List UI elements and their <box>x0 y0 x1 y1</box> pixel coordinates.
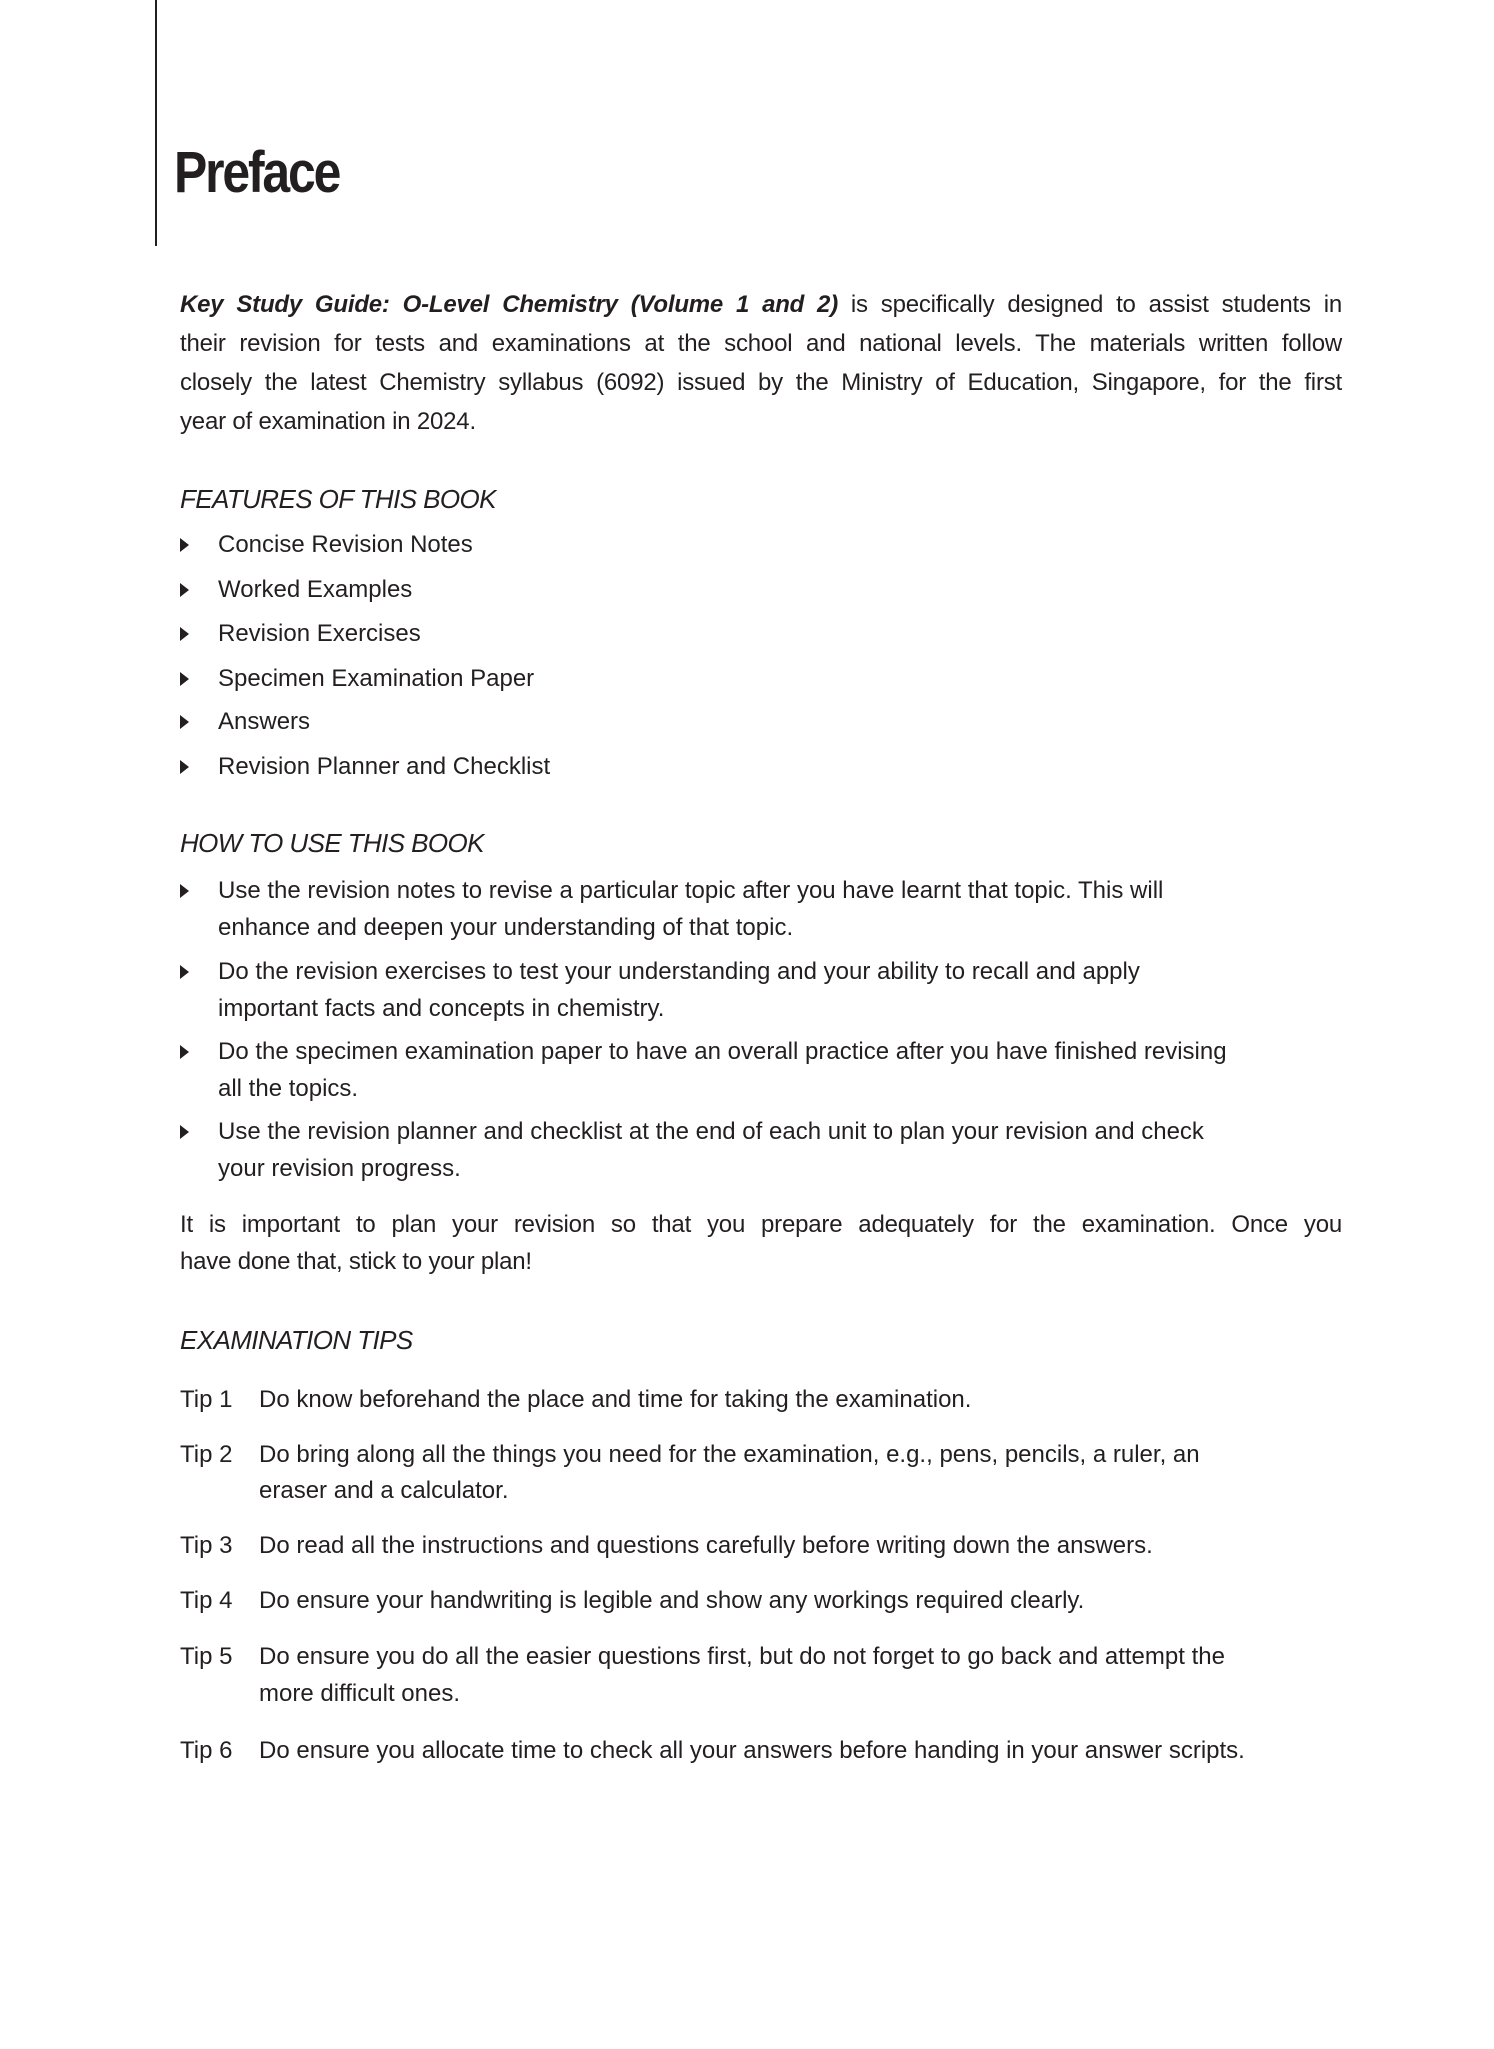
how-to-item-line: Do the specimen examination paper to have an overall practice after you have finished revising <box>218 1038 1227 1065</box>
how-to-use-heading: HOW TO USE THIS BOOK <box>180 828 484 858</box>
tip-text: Do ensure you do all the easier questions first, but do not forget to go back and attempt the <box>259 1643 1225 1670</box>
feature-item-label: Specimen Examination Paper <box>218 665 535 692</box>
margin-rule <box>155 0 157 246</box>
triangle-right-icon <box>180 672 189 686</box>
feature-item-label: Worked Examples <box>218 576 413 603</box>
page-title: Preface <box>174 140 340 205</box>
exam-tips-heading: EXAMINATION TIPS <box>180 1325 413 1355</box>
how-to-item-line: Use the revision notes to revise a particular topic after you have learnt that topic. This will <box>218 877 1164 904</box>
triangle-right-icon <box>180 538 189 552</box>
how-to-item-line: enhance and deepen your understanding of that topic. <box>218 914 794 941</box>
how-to-item-line: your revision progress. <box>218 1155 461 1182</box>
feature-item-label: Revision Planner and Checklist <box>218 753 551 780</box>
intro-line-1-text: is specifically designed to assist students in <box>838 291 1342 318</box>
intro-line-3: closely the latest Chemistry syllabus (6092) issued by the Ministry of Education, Singapore, for the first <box>180 369 1342 396</box>
tip-text: Do know beforehand the place and time for taking the examination. <box>259 1386 972 1413</box>
how-to-item-line: all the topics. <box>218 1075 359 1102</box>
book-title: Key Study Guide: O-Level Chemistry (Volume 1 and 2) <box>180 291 838 318</box>
triangle-right-icon <box>180 627 189 641</box>
intro-line-1 <box>180 285 1342 324</box>
tip-text: Do bring along all the things you need for the examination, e.g., pens, pencils, a ruler, an <box>259 1441 1200 1468</box>
triangle-right-icon <box>180 715 189 729</box>
tip-label: Tip 3 <box>180 1532 233 1559</box>
triangle-right-icon <box>180 1045 189 1059</box>
closing-line-2: have done that, stick to your plan! <box>180 1248 532 1275</box>
tip-text: Do read all the instructions and questions carefully before writing down the answers. <box>259 1532 1153 1559</box>
closing-line-1: It is important to plan your revision so that you prepare adequately for the examination. Once you <box>180 1211 1342 1238</box>
features-heading: FEATURES OF THIS BOOK <box>180 484 496 514</box>
tip-label: Tip 2 <box>180 1441 233 1468</box>
how-to-item-line: Do the revision exercises to test your understanding and your ability to recall and apply <box>218 958 1140 985</box>
triangle-right-icon <box>180 884 189 898</box>
tip-text: more difficult ones. <box>259 1680 460 1707</box>
triangle-right-icon <box>180 583 189 597</box>
how-to-item-line: Use the revision planner and checklist at the end of each unit to plan your revision and check <box>218 1118 1204 1145</box>
feature-item-label: Concise Revision Notes <box>218 531 473 558</box>
tip-text: Do ensure you allocate time to check all your answers before handing in your answer scripts. <box>259 1737 1245 1764</box>
tip-label: Tip 5 <box>180 1643 233 1670</box>
intro-line-4: year of examination in 2024. <box>180 408 476 435</box>
intro-line-2: their revision for tests and examinations at the school and national levels. The materials written follow <box>180 330 1342 357</box>
triangle-right-icon <box>180 965 189 979</box>
tip-label: Tip 6 <box>180 1737 233 1764</box>
triangle-right-icon <box>180 760 189 774</box>
tip-text: Do ensure your handwriting is legible and show any workings required clearly. <box>259 1587 1085 1614</box>
triangle-right-icon <box>180 1125 189 1139</box>
how-to-item-line: important facts and concepts in chemistry. <box>218 995 665 1022</box>
tip-text: eraser and a calculator. <box>259 1477 509 1504</box>
feature-item-label: Revision Exercises <box>218 620 421 647</box>
tip-label: Tip 1 <box>180 1386 233 1413</box>
tip-label: Tip 4 <box>180 1587 233 1614</box>
feature-item-label: Answers <box>218 708 311 735</box>
